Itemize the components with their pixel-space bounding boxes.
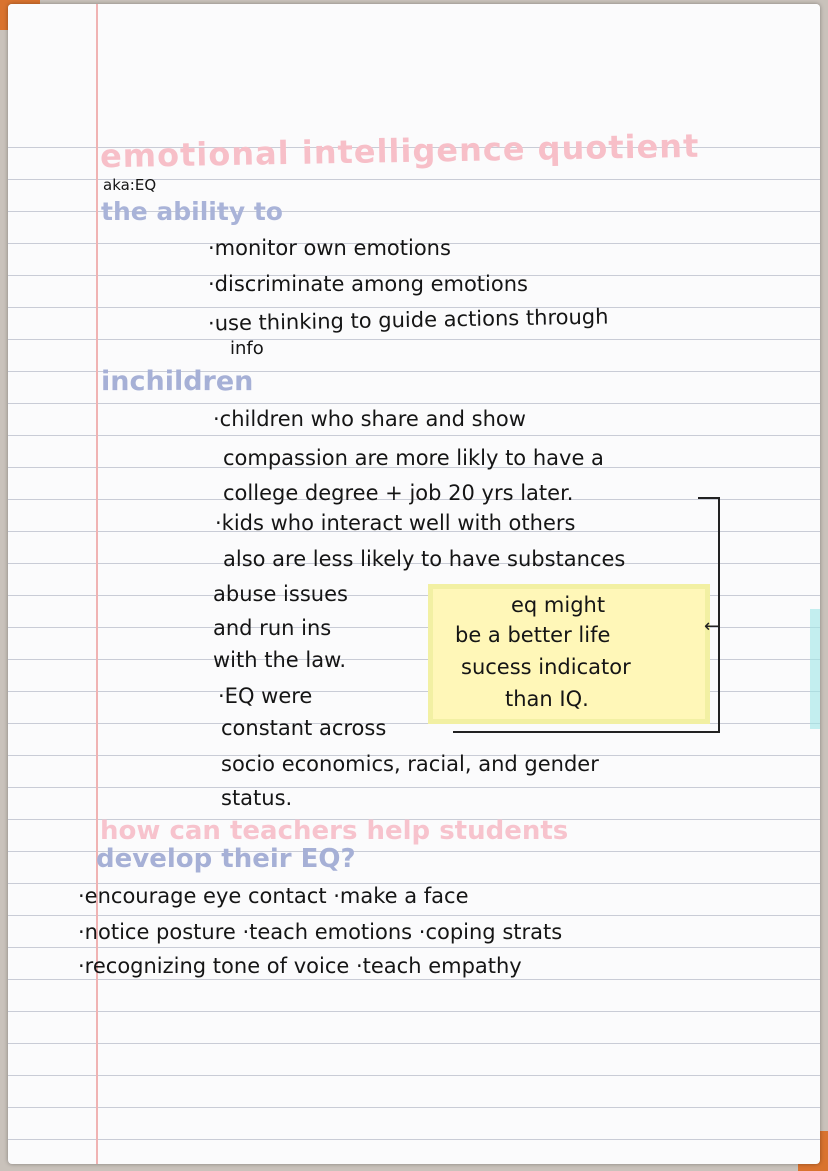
notebook-page — [8, 4, 820, 1164]
highlight-line: sucess indicator — [461, 655, 631, 679]
children-line: college degree + job 20 yrs later. — [223, 481, 574, 505]
arrow-left-icon: ← — [704, 616, 720, 637]
aka-label: aka:EQ — [103, 176, 157, 194]
bracket-line — [698, 497, 720, 500]
highlight-line: than IQ. — [505, 687, 589, 711]
strategy-line: ·recognizing tone of voice ·teach empathy — [78, 954, 522, 978]
highlight-line: eq might — [511, 593, 606, 617]
page-header-blank — [8, 4, 820, 116]
children-line: socio economics, racial, and gender — [221, 752, 599, 776]
children-line: constant across — [221, 716, 387, 740]
ability-heading: the ability to — [101, 197, 283, 226]
children-line: compassion are more likly to have a — [223, 446, 604, 470]
teachers-heading: how can teachers help students — [100, 816, 569, 846]
children-line: ·EQ were — [218, 684, 313, 708]
highlight-line: be a better life — [455, 623, 611, 647]
margin-line — [96, 4, 98, 1164]
children-heading: inchildren — [101, 366, 254, 397]
strategy-line: ·encourage eye contact ·make a face — [78, 884, 469, 908]
ability-item: ·monitor own emotions — [208, 236, 451, 260]
children-line: ·children who share and show — [213, 407, 526, 431]
children-line: also are less likely to have substances — [223, 547, 626, 571]
children-line: with the law. — [213, 648, 346, 672]
children-line: abuse issues — [213, 582, 348, 606]
bracket-line — [453, 731, 720, 733]
children-line: and run ins — [213, 616, 332, 640]
ability-item: ·discriminate among emotions — [208, 272, 528, 296]
highlight-box — [428, 584, 710, 724]
bracket-line — [718, 497, 720, 732]
page-title: emotional intelligence quotient — [99, 126, 700, 176]
children-line: status. — [221, 786, 293, 810]
ability-item: info — [230, 338, 264, 359]
children-line: ·kids who interact well with others — [215, 511, 576, 535]
develop-heading: develop their EQ? — [96, 844, 356, 874]
page-tab-marker — [810, 609, 820, 729]
ability-item: ·use thinking to guide actions through — [207, 304, 609, 336]
strategy-line: ·notice posture ·teach emotions ·coping strats — [78, 920, 563, 944]
